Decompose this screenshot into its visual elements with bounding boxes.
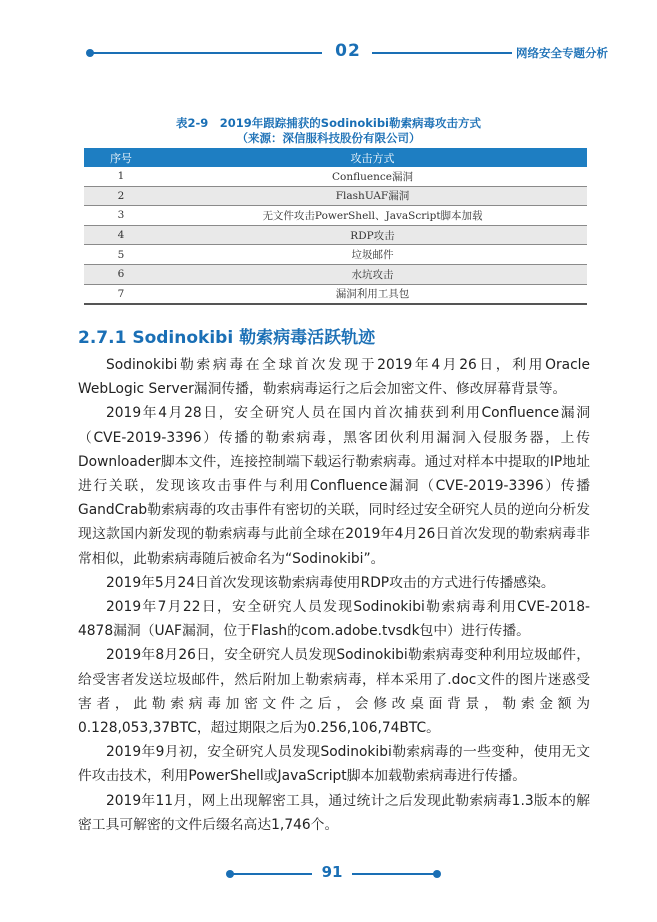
row-method: 无文件攻击PowerShell、JavaScript脚本加载 — [158, 206, 587, 226]
table-caption: 表2-9 2019年跟踪捕获的Sodinokibi勒索病毒攻击方式 — [176, 116, 481, 130]
row-index: 7 — [84, 284, 158, 304]
header-rule-left — [92, 52, 322, 54]
chapter-number: 02 — [335, 41, 361, 61]
table-row — [84, 206, 587, 226]
table-row — [84, 186, 587, 206]
page-number: 91 — [321, 863, 343, 881]
body-paragraph: 2019年8月26日，安全研究人员发现Sodinokibi勒索病毒变种利用垃圾邮件，给受害者发送垃圾邮件，然后附加上勒索病毒，样本采用了.doc文件的图片迷惑受害者，此勒索病毒加密文件之后，会修改桌面背景，勒索金额为0.128,053,37BTC，超过期限之后为0.256,106,74BTC。 — [78, 647, 590, 737]
table-row — [84, 284, 587, 304]
row-method: 水坑攻击 — [158, 264, 587, 284]
row-index: 2 — [84, 186, 158, 206]
row-method: FlashUAF漏洞 — [158, 186, 587, 206]
body-paragraph: 2019年9月初，安全研究人员发现Sodinokibi勒索病毒的一些变种，使用无文件攻击技术，利用PowerShell或JavaScript脚本加载勒索病毒进行传播。 — [78, 744, 590, 785]
table-row — [84, 167, 587, 186]
footer-rule-dot-right — [433, 870, 441, 878]
row-index: 4 — [84, 225, 158, 245]
table-row — [84, 245, 587, 265]
section-heading: 2.7.1 Sodinokibi 勒索病毒活跃轨迹 — [78, 328, 376, 348]
body-paragraph: Sodinokibi勒索病毒在全球首次发现于2019年4月26日，利用Oracle WebLogic Server漏洞传播，勒索病毒运行之后会加密文件、修改屏幕背景等。 — [78, 357, 590, 398]
body-paragraph: 2019年4月28日，安全研究人员在国内首次捕获到利用Confluence漏洞（CVE-2019-3396）传播的勒索病毒，黑客团伙利用漏洞入侵服务器，上传Downloader脚本文件，连接控制端下载运行勒索病毒。通过对样本中提取的IP地址进行关联，发现该攻击事件与利用Confluence漏洞（CVE-2019-3396）传播GandCrab勒索病毒的攻击事件有密切的关联，同时经过安全研究人员的逆向分析发现这款国内新发现的勒索病毒与此前全球在2019年4月26日首次发现的勒索病毒非常相似，此勒索病毒随后被命名为“Sodinokibi”。 — [78, 405, 590, 567]
footer-rule-right — [352, 873, 437, 875]
row-index: 6 — [84, 264, 158, 284]
table-row — [84, 225, 587, 245]
row-method: 漏洞利用工具包 — [158, 284, 587, 304]
body-paragraph: 2019年5月24日首次发现该勒索病毒使用RDP攻击的方式进行传播感染。 — [106, 574, 555, 591]
row-method: 垃圾邮件 — [158, 245, 587, 265]
row-index: 3 — [84, 206, 158, 226]
table-source: （来源：深信服科技股份有限公司） — [236, 131, 421, 145]
table-row — [84, 264, 587, 284]
row-method: Confluence漏洞 — [158, 167, 587, 186]
table-header-row — [84, 148, 587, 167]
body-paragraph: 2019年7月22日，安全研究人员发现Sodinokibi勒索病毒利用CVE-2018-4878漏洞（UAF漏洞，位于Flash的com.adobe.tvsdk包中）进行传播。 — [78, 599, 590, 640]
body-paragraph: 2019年11月，网上出现解密工具，通过统计之后发现此勒索病毒1.3版本的解密工具可解密的文件后缀名高达1,746个。 — [78, 792, 590, 833]
column-header-index: 序号 — [84, 148, 158, 167]
attack-methods-table — [84, 148, 587, 305]
running-title: 网络安全专题分析 — [516, 46, 608, 60]
section-body — [78, 353, 590, 837]
row-index: 5 — [84, 245, 158, 265]
footer-rule-left — [230, 873, 312, 875]
column-header-method: 攻击方式 — [158, 148, 587, 167]
header-rule-right — [372, 52, 512, 54]
row-method: RDP攻击 — [158, 225, 587, 245]
row-index: 1 — [84, 167, 158, 186]
